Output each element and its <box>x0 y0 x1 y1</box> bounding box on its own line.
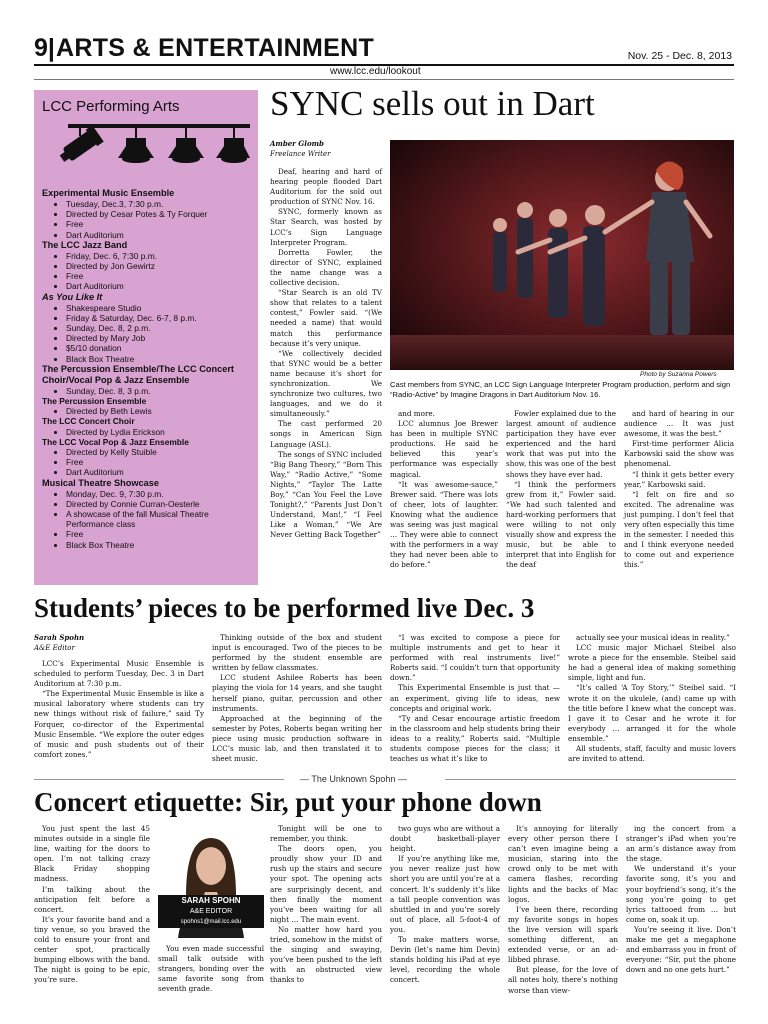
paragraph: You’re seeing it live. Don’t make me get a megaphone and embarrass you in front of everyone: “Sir, put the phone down and no one gets hurt.” <box>626 924 736 975</box>
event-title: Experimental Music Ensemble <box>42 188 175 198</box>
event-detail: • Shakespeare Studio <box>66 303 256 313</box>
event-detail: • Tuesday, Dec.3, 7:30 p.m. <box>66 199 256 209</box>
concert-column-3 <box>270 824 382 986</box>
paragraph: Approached at the beginning of the semester by Potes, Roberts began writing her piece using music production software in LCC’s music lab, and then translated it to sheet music. <box>212 713 382 764</box>
event-details <box>42 386 256 396</box>
concert-column-6 <box>626 824 736 975</box>
event-detail: • Monday, Dec. 9, 7:30 p.m. <box>66 489 256 499</box>
paragraph: actually see your musical ideas in reality.” <box>576 633 730 642</box>
event-title: The LCC Jazz Band <box>42 239 128 250</box>
event-detail: • Directed by Jon Gewirtz <box>66 261 256 271</box>
event-detail: • Directed by Cesar Potes & Ty Forquer <box>66 209 256 219</box>
concert-column-1 <box>34 824 150 986</box>
paragraph: “The Experimental Music Ensemble is like a musical laboratory where students can try new things without risk of failure,” said Ty Forquer, co-director of the Experimental Music Ensemble. “We explore the outer edges of music and push students out of their comfort zones.” <box>34 689 204 759</box>
event-detail: • Free <box>66 219 256 229</box>
event-details <box>42 406 256 416</box>
paragraph: The cast performed 20 songs in American Sign Language (ASL). <box>270 419 382 449</box>
event-detail: • Sunday, Dec. 8, 2 p.m. <box>66 323 256 333</box>
event-title: The LCC Vocal Pop & Jazz Ensemble <box>42 436 189 447</box>
paragraph: LCC music major Michael Steibel also wrote a piece for the ensemble. Steibel said he had a general idea of making something simple, light and fun. <box>568 643 736 683</box>
paragraph: “We collectively decided that SYNC would be a better name because it’s short for synchronization. We synchronize two cultures, two languages, and we do it simultaneously.” <box>270 348 382 419</box>
students-column-2 <box>212 633 382 764</box>
event-title: The LCC Concert Choir <box>42 416 135 427</box>
event-detail: • Friday, Dec. 6, 7:30 p.m. <box>66 251 256 261</box>
event-detail: • Directed by Kelly Stuible <box>66 447 256 457</box>
event-title: The Percussion Ensemble <box>42 396 147 407</box>
page-number: 9| <box>34 34 55 62</box>
paragraph: All students, staff, faculty and music lovers are invited to attend. <box>568 744 736 764</box>
event-details <box>42 447 256 478</box>
author-name: SARAH SPOHN <box>158 895 264 907</box>
divider-left <box>34 779 284 780</box>
paragraph: You even made successful small talk outside with strangers, bonding over the same favorite song from seventh grade. <box>158 944 264 994</box>
paragraph: It’s annoying for literally every other person there I can’t even imagine being a musician, staring into the crowd only to be met with camera flashes, recording lights and the backs of Mac logos. <box>508 824 618 904</box>
event-detail: • Directed by Connie Curran-Oesterle <box>66 499 256 509</box>
issue-date: Nov. 25 - Dec. 8, 2013 <box>627 50 732 62</box>
sync-column-2 <box>390 409 498 571</box>
paragraph: “I think the performers grew from it,” Fowler said. “We had such talented and hard-working performers that were willing to not only visually show and express the music, but be able to interpret that into English for the deaf <box>506 479 616 570</box>
sidebar-title: LCC Performing Arts <box>42 98 180 115</box>
concert-column-2 <box>158 944 264 994</box>
paragraph: I’ve been there, recording my favorite songs in hopes the live version will spark something different, an extended verse, or an ad-libbed phrase. <box>508 904 618 965</box>
event-detail: • Directed by Lydia Erickson <box>66 427 256 437</box>
concert-column-5 <box>508 824 618 996</box>
students-author-role: A&E Editor <box>34 644 75 652</box>
paragraph: LCC’s Experimental Music Ensemble is scheduled to perform Tuesday, Dec. 3 in Dart Auditorium at 7:30 p.m. <box>34 659 204 689</box>
students-byline <box>34 633 84 653</box>
performing-arts-sidebar <box>34 90 258 585</box>
paragraph: It’s your favorite band and a tiny venue, so you braved the cold to ensure your front and center spot, practically bumping elbows with the band. The night is going to be epic, you’re sure. <box>34 914 150 985</box>
paragraph: “I felt on fire and so excited. The adrenaline was just pumping. I don’t feel that very often especially this time in the semester. I needed this and I think everyone needed to come out and experience this.” <box>624 489 734 570</box>
stage-lights-icon <box>40 122 250 182</box>
paragraph: No matter how hard you tried, somehow in the midst of the singing and swaying, you’ve been pushed to the left with an obstructed view thanks to <box>270 924 382 985</box>
event-detail: • Directed by Beth Lewis <box>66 406 256 416</box>
event-details <box>42 303 256 364</box>
paragraph: Fowler explained due to the largest amount of audience participation they have ever experienced and the hard work that was put into the show, this was one of the best shows they have ever had. <box>506 409 616 479</box>
paragraph: LCC student Ashilee Roberts has been playing the viola for 14 years, and she taught herself piano, guitar, percussion and other instruments. <box>212 673 382 713</box>
paragraph: and more. <box>398 409 435 418</box>
event-detail: • Free <box>66 457 256 467</box>
author-role: A&E EDITOR <box>158 907 264 917</box>
sync-performance-photo <box>390 140 734 370</box>
section-title: ARTS & ENTERTAINMENT <box>56 34 375 62</box>
sync-byline <box>270 139 330 159</box>
event-detail: • Black Box Theatre <box>66 354 256 364</box>
paragraph: and hard of hearing in our audience … It was just awesome, it was the best.” <box>624 409 734 439</box>
event-detail: • Friday & Saturday, Dec. 6-7, 8 p.m. <box>66 313 256 323</box>
event-detail: • Black Box Theatre <box>66 540 256 550</box>
event-list <box>42 188 256 550</box>
paragraph: ing the concert from a stranger’s iPad when you’re an arm’s distance away from the stage. <box>626 824 736 864</box>
event-detail: • Free <box>66 271 256 281</box>
author-email[interactable]: spohns1@mail.lcc.edu <box>158 917 264 928</box>
header-rule-thin <box>34 79 734 80</box>
paragraph: LCC alumnus Joe Brewer has been in multiple SYNC productions. He said he believed this year’s performance was especially magical. <box>390 419 498 479</box>
concert-column-4 <box>390 824 500 986</box>
event-detail: • Dart Auditorium <box>66 467 256 477</box>
paragraph: “Star Search is an old TV show that relates to a talent contest,” Fowler said. “(We needed a name) that would match this performance because it’s very unique. <box>270 288 382 348</box>
paragraph: Tonight will be one to remember, you think. <box>270 824 382 844</box>
sync-column-4 <box>624 409 734 571</box>
event-details <box>42 427 256 437</box>
event-title: Musical Theatre Showcase <box>42 477 159 488</box>
students-headline: Students’ pieces to be performed live Dec. 3 <box>34 593 535 623</box>
paragraph: “I think it gets better every year,” Karbowski said. <box>624 469 734 489</box>
paragraph: Thinking outside of the box and student input is encouraged. Two of the pieces to be performed by the student ensemble are written by fellow classmates. <box>212 633 382 673</box>
students-column-4 <box>568 633 736 764</box>
paragraph: SYNC, formerly known as Star Search, was hosted by LCC’s Sign Language Interpreter Program. <box>270 207 382 247</box>
divider-right <box>445 779 736 780</box>
paragraph: “It was awesome-sauce,” Brewer said. “There was lots of cheer, lots of laughter. Knowing what the audience was seeing was just magical … They were able to connect with the performers in a way they had never been able to do before.” <box>390 479 498 570</box>
paragraph: “Ty and Cesar encourage artistic freedom in the classroom and help students bring their ideas to a reality,” Roberts said. “Multiple students compose pieces for the class; it teaches us what it’s like to <box>390 713 560 764</box>
paragraph: We understand it’s your favorite song, it’s you and your boyfriend’s song, it’s the song you’re going to get lyrics tattooed from … but come on, soak it up. <box>626 864 736 924</box>
event-details <box>42 199 256 240</box>
sync-column-3 <box>506 409 616 571</box>
paragraph: But please, for the love of all notes holy, there’s nothing worse than view- <box>508 965 618 995</box>
event-detail: • Free <box>66 529 256 539</box>
paragraph: “It’s called ‘A Toy Story,’” Steibel said. “I wrote it on the ukulele, (and) came up with the title before I knew what the concept was. I gave it to Cesar and he wrote it for everybody … arranged it for the whole ensemble.” <box>568 683 736 743</box>
event-detail: • Sunday, Dec. 8, 3 p.m. <box>66 386 256 396</box>
event-detail: • $5/10 donation <box>66 343 256 353</box>
sync-author-role: Freelance Writer <box>270 150 331 158</box>
paragraph: Deaf, hearing and hard of hearing people flooded Dart Auditorium for the sold out production of SYNC Nov. 16. <box>270 167 382 207</box>
paragraph: To make matters worse, Devin (let’s name him Devin) stands holding his iPad at eye level, recording the whole concert. <box>390 935 500 985</box>
paragraph: The doors open, you proudly show your ID and rush up the stairs and secure your spot. The opening acts are surprisingly decent, and then finally the moment you’ve been waiting for all night … The main event. <box>270 844 382 924</box>
paragraph: two guys who are without a doubt basketball-player height. <box>390 824 500 854</box>
website-link[interactable]: www.lcc.edu/lookout <box>330 66 421 77</box>
students-author: Sarah Spohn <box>34 633 85 642</box>
concert-headline: Concert etiquette: Sir, put your phone down <box>34 787 542 817</box>
students-column-3 <box>390 633 560 764</box>
sync-column-1 <box>270 167 382 540</box>
paragraph: This Experimental Ensemble is just that — an experiment, giving life to ideas, new concepts and original work. <box>390 683 560 713</box>
event-title: As You Like It <box>42 291 103 302</box>
paragraph: If you’re anything like me, you never realize just how short you are until you’re at a concert. It’s suddenly it’s like a tall people convention was shuttled in and you’re sorely out of place, all 5-foot-4 of you. <box>390 854 500 934</box>
paragraph: You just spent the last 45 minutes outside in a single file line, waiting for the doors to open. I’m not talking crazy Black Friday shopping madness. <box>34 824 150 884</box>
photo-credit: Photo by Suzanna Powers <box>640 371 717 378</box>
sync-headline: SYNC sells out in Dart <box>270 84 595 123</box>
photo-caption: Cast members from SYNC, an LCC Sign Language Interpreter Program production, perform and sign “Radio-Active” by Imagine Dragons in Dart Auditorium Nov. 16. <box>390 380 731 399</box>
event-detail: • Directed by Mary Job <box>66 333 256 343</box>
paragraph: The songs of SYNC included “Big Bang Theory,” “Born This Way,” “Radio Active,” “Some Nights,” “Taylor The Latte Boy,” “Can You Feel the Love Tonight?,” “Parents Just Don’t Understand, Man!,” “I Feel Like a Woman,” “We Are Never Getting Back Together” <box>270 449 382 540</box>
column-label: — The Unknown Spohn — <box>300 774 407 784</box>
event-details <box>42 489 256 550</box>
event-detail: • Dart Auditorium <box>66 281 256 291</box>
event-detail: • Dart Auditorium <box>66 230 256 240</box>
sync-author: Amber Glomb <box>270 139 324 148</box>
paragraph: I’m talking about the anticipation felt before a concert. <box>34 884 150 914</box>
students-column-1 <box>34 659 204 760</box>
event-details <box>42 251 256 292</box>
paragraph: First-time performer Alicia Karbowski said the show was phenomenal. <box>624 439 734 469</box>
event-title: The Percussion Ensemble/The LCC Concert Choir/Vocal Pop & Jazz Ensemble <box>42 363 234 385</box>
event-detail: • A showcase of the fall Musical Theatre Performance class <box>66 509 256 529</box>
paragraph: “I was excited to compose a piece for multiple instruments and get to hear it performed with real instruments live!” Roberts said. “I couldn’t turn that opportunity down.” <box>390 633 560 683</box>
paragraph: Dorretta Fowler, the director of SYNC, explained the name change was a collective decision. <box>270 247 382 288</box>
